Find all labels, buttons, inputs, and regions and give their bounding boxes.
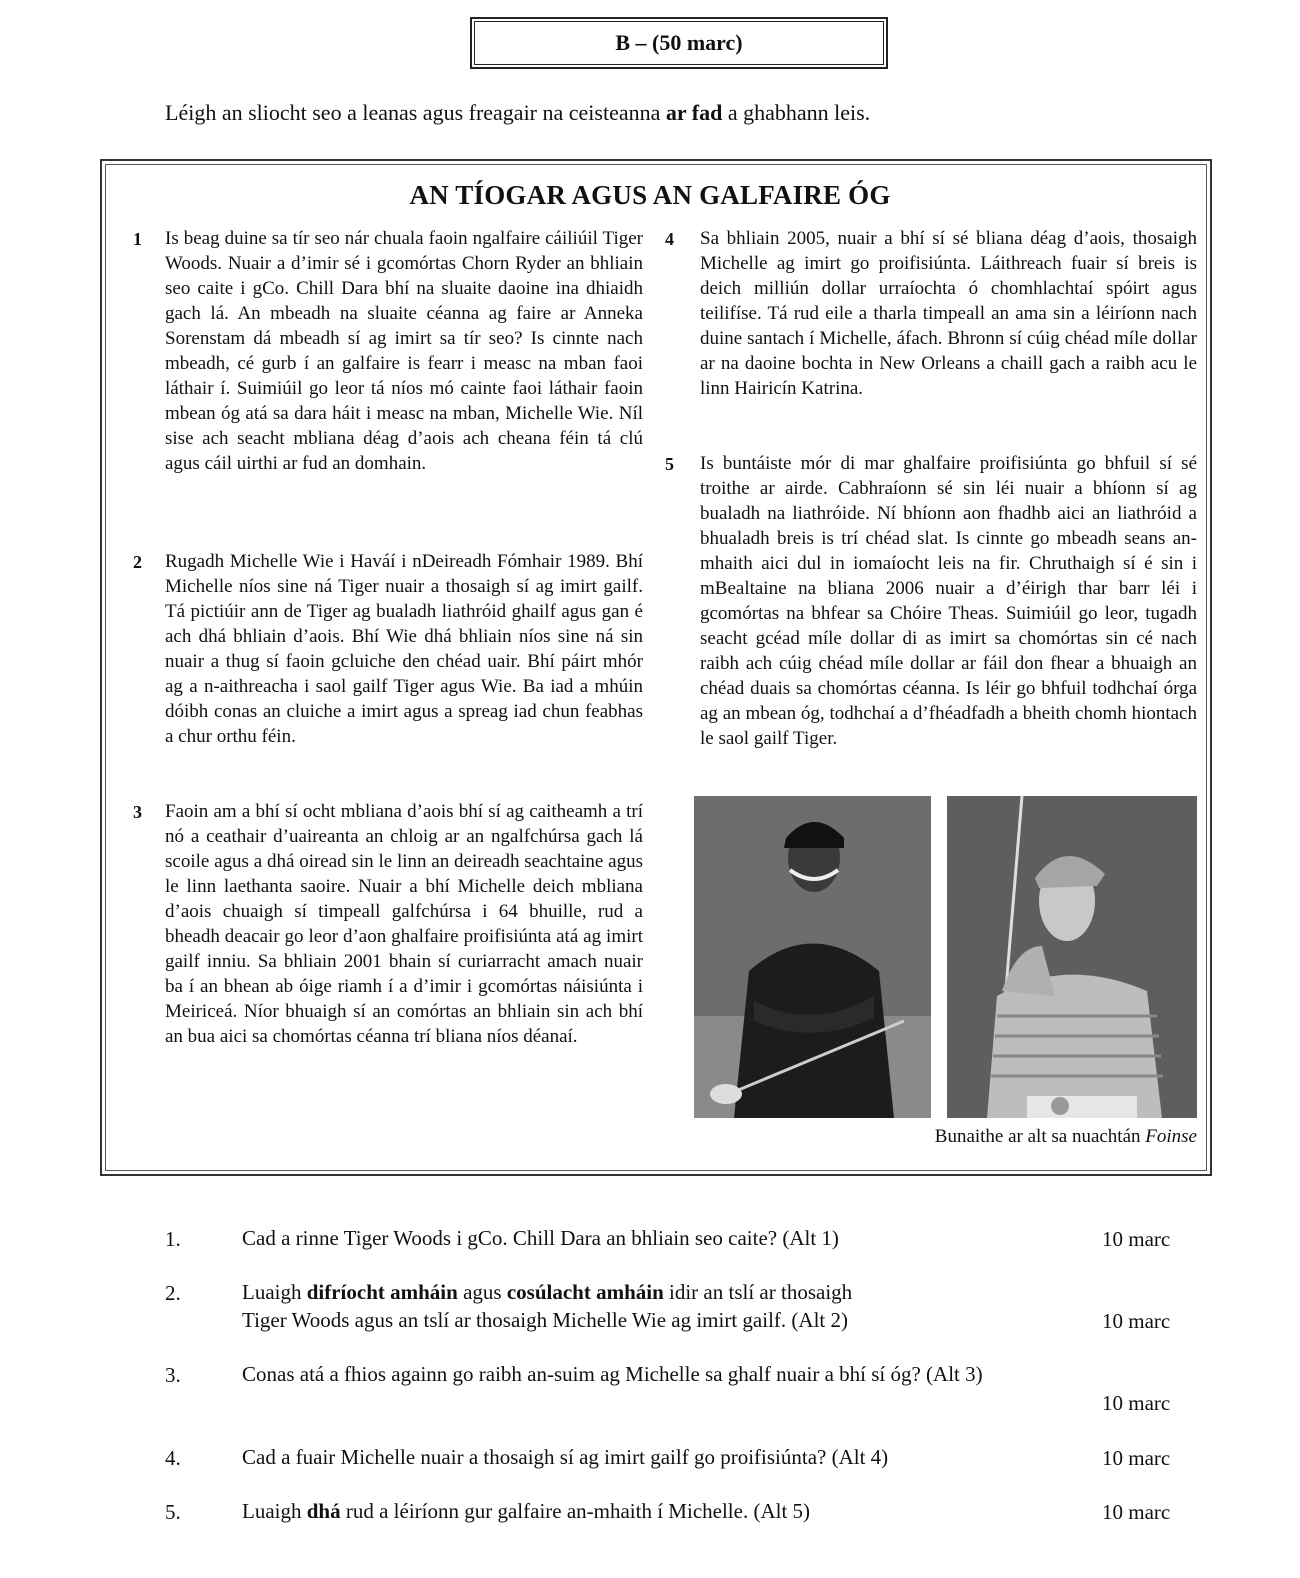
paragraph-4: Sa bhliain 2005, nuair a bhí sí sé bliana déag d’aois, thosaigh Michelle ag imirt go proifisiúnta. Láithreach fuair sí breis is deich milliún dollar urraíochta ó chomhlachtaí spóirt agus teilifíse. Tá rud eile a tharla timpeall an ama sin a léiríonn nach duine santach í Michelle, áfach. Bhronn sí cúig chéad míle dollar ar na daoine bochta in New Orleans a chaill gach a raibh acu le linn Hairicín Katrina.	[700, 228, 1197, 399]
question-number-2: 2.	[165, 1281, 181, 1305]
question-marks-1: 10 marc	[1102, 1227, 1171, 1251]
paragraph-number-3: 3	[133, 802, 142, 822]
q5-bold: dhá	[306, 1499, 341, 1523]
question-number-4: 4.	[165, 1446, 181, 1470]
question-number-5: 5.	[165, 1500, 181, 1524]
photo-caption	[935, 1126, 1197, 1148]
question-marks-5: 10 marc	[1102, 1500, 1171, 1524]
tiger-woods-illustration	[694, 796, 931, 1118]
q2-post: idir an tslí ar thosaigh	[663, 1280, 853, 1304]
paragraph-number-1: 1	[133, 229, 142, 249]
instruction-text	[165, 100, 870, 126]
question-marks-3: 10 marc	[1102, 1391, 1171, 1415]
q2-pre: Luaigh	[242, 1280, 307, 1304]
paragraph-5: Is buntáiste mór di mar ghalfaire proifisiúnta go bhfuil sí sé troithe ar airde. Cabhraíonn sé sin léi nuair a bhíonn sí ag bualadh na liathróide. Ní bhíonn aon fhadhb aici an liathróid a bhualadh breis is trí chéad slat. Is cinnte go mbeadh seans an-mhaith aici dul in iomaíocht leis na fir. Chruthaigh sí é sin i mBealtaine na bliana 2006 nuair a d’éirigh thar barr léi i gcomórtas na bhfear sa Chóire Theas. Suimiúil go leor, tugadh seacht gcéad míle dollar di as imirt sa chomórtas sin cé nach raibh ach cúig chéad míle dollar ar fáil don fhear a bhuaigh an chéad duais sa chomórtas céanna. Is léir go bhfuil todhchaí órga ag an mbean óg, todhchaí a d’fhéadfadh a bheith chomh hiontach le saol gailf Tiger.	[700, 453, 1197, 749]
photo-michelle-wie	[947, 796, 1197, 1118]
q2-mid: agus	[457, 1280, 507, 1304]
caption-text: Bunaithe ar alt sa nuachtán	[934, 1126, 1146, 1147]
caption-source: Foinse	[1145, 1126, 1197, 1147]
question-text-4: Cad a fuair Michelle nuair a thosaigh sí ag imirt gailf go proifisiúnta? (Alt 4)	[242, 1445, 889, 1469]
instruction-pre: Léigh an sliocht seo a leanas agus freagair na ceisteanna	[165, 100, 666, 125]
q2-line2: Tiger Woods agus an tslí ar thosaigh Michelle Wie ag imirt gailf. (Alt 2)	[242, 1308, 848, 1332]
section-header-box	[470, 17, 888, 69]
q2-bold-2: cosúlacht amháin	[506, 1280, 664, 1304]
michelle-wie-illustration	[947, 796, 1197, 1118]
paragraph-2: Rugadh Michelle Wie i Haváí i nDeireadh Fómhair 1989. Bhí Michelle níos sine ná Tiger nuair a thosaigh sí ag imirt gailf. Tá pictiúir ann de Tiger ag bualadh liathróid ghailf agus gan é ach dhá bhliain d’aois. Bhí Wie dhá bhliain níos sine ná sin nuair a thug sí faoin gcluiche den chéad uair. Bhí páirt mhór ag a n-aithreacha i saol gailf Tiger agus Wie. Ba iad a mhúin dóibh conas an cluiche a imirt agus a spreag iad chun feabhas a chur orthu féin.	[165, 551, 643, 747]
question-text-5	[242, 1497, 1102, 1525]
paragraph-number-5: 5	[665, 454, 674, 474]
paragraph-3: Faoin am a bhí sí ocht mbliana d’aois bhí sí ag caitheamh a trí nó a ceathair d’uaireanta an chloig ar an ngalfchúrsa gach lá scoile agus a dhá oiread sin le linn an deireadh seachtaine agus le linn laethanta saoire. Nuair a bhí Michelle deich mbliana d’aois chuaigh sí timpeall galfchúrsa i 64 bhuille, rud a bheadh deacair go leor d’aon ghalfaire proifisiúnta atá ag imirt gailf inniu. Sa bhliain 2001 bhain sí curiarracht amach nuair ba í an bhean ab óige riamh í a d’imir i gcomórtas náisiúnta i Meiriceá. Níor bhuaigh sí an comórtas an bhliain sin ach bhí an bua aici sa chomórtas céanna trí bliana níos déanaí.	[165, 801, 643, 1047]
article-title: AN TÍOGAR AGUS AN GALFAIRE ÓG	[409, 180, 891, 210]
photo-tiger-woods	[694, 796, 931, 1118]
paragraph-1: Is beag duine sa tír seo nár chuala faoin ngalfaire cáiliúil Tiger Woods. Nuair a d’imir sé i gcomórtas Chorn Ryder an bhliain seo caite i gCo. Chill Dara bhí na sluaite daoine ina dhiaidh gach lá. An mbeadh na sluaite céanna ag faire ar Anneka Sorenstam dá mbeadh sí ag imirt sa tír seo? Is cinnte nach mbeadh, cé gurb í an galfaire is fearr i measc na mban faoi láthair í. Suimiúil go leor tá níos mó cainte faoi láthair faoin mbean óg atá sa dara háit i measc na mban, Michelle Wie. Níl sise ach seacht mbliana déag d’aois ach cheana féin tá clú agus cáil uirthi ar fud an domhain.	[165, 228, 643, 474]
question-number-1: 1.	[165, 1227, 181, 1251]
question-text-2	[242, 1278, 1102, 1334]
paragraph-number-2: 2	[133, 552, 142, 572]
q5-pre: Luaigh	[242, 1499, 307, 1523]
question-marks-4: 10 marc	[1102, 1446, 1171, 1470]
instruction-bold: ar fad	[665, 100, 723, 125]
paragraph-number-4: 4	[665, 229, 674, 249]
question-text-1: Cad a rinne Tiger Woods i gCo. Chill Dara an bhliain seo caite? (Alt 1)	[242, 1226, 839, 1250]
question-text-3: Conas atá a fhios againn go raibh an-suim ag Michelle sa ghalf nuair a bhí sí óg? (Alt 3)	[242, 1362, 983, 1386]
section-title: B – (50 marc)	[615, 30, 743, 55]
question-number-3: 3.	[165, 1363, 181, 1387]
instruction-post: a ghabhann leis.	[722, 100, 871, 125]
q5-post: rud a léiríonn gur galfaire an-mhaith í Michelle. (Alt 5)	[340, 1499, 811, 1523]
question-marks-2: 10 marc	[1102, 1309, 1171, 1333]
q2-bold-1: difríocht amháin	[306, 1280, 458, 1304]
